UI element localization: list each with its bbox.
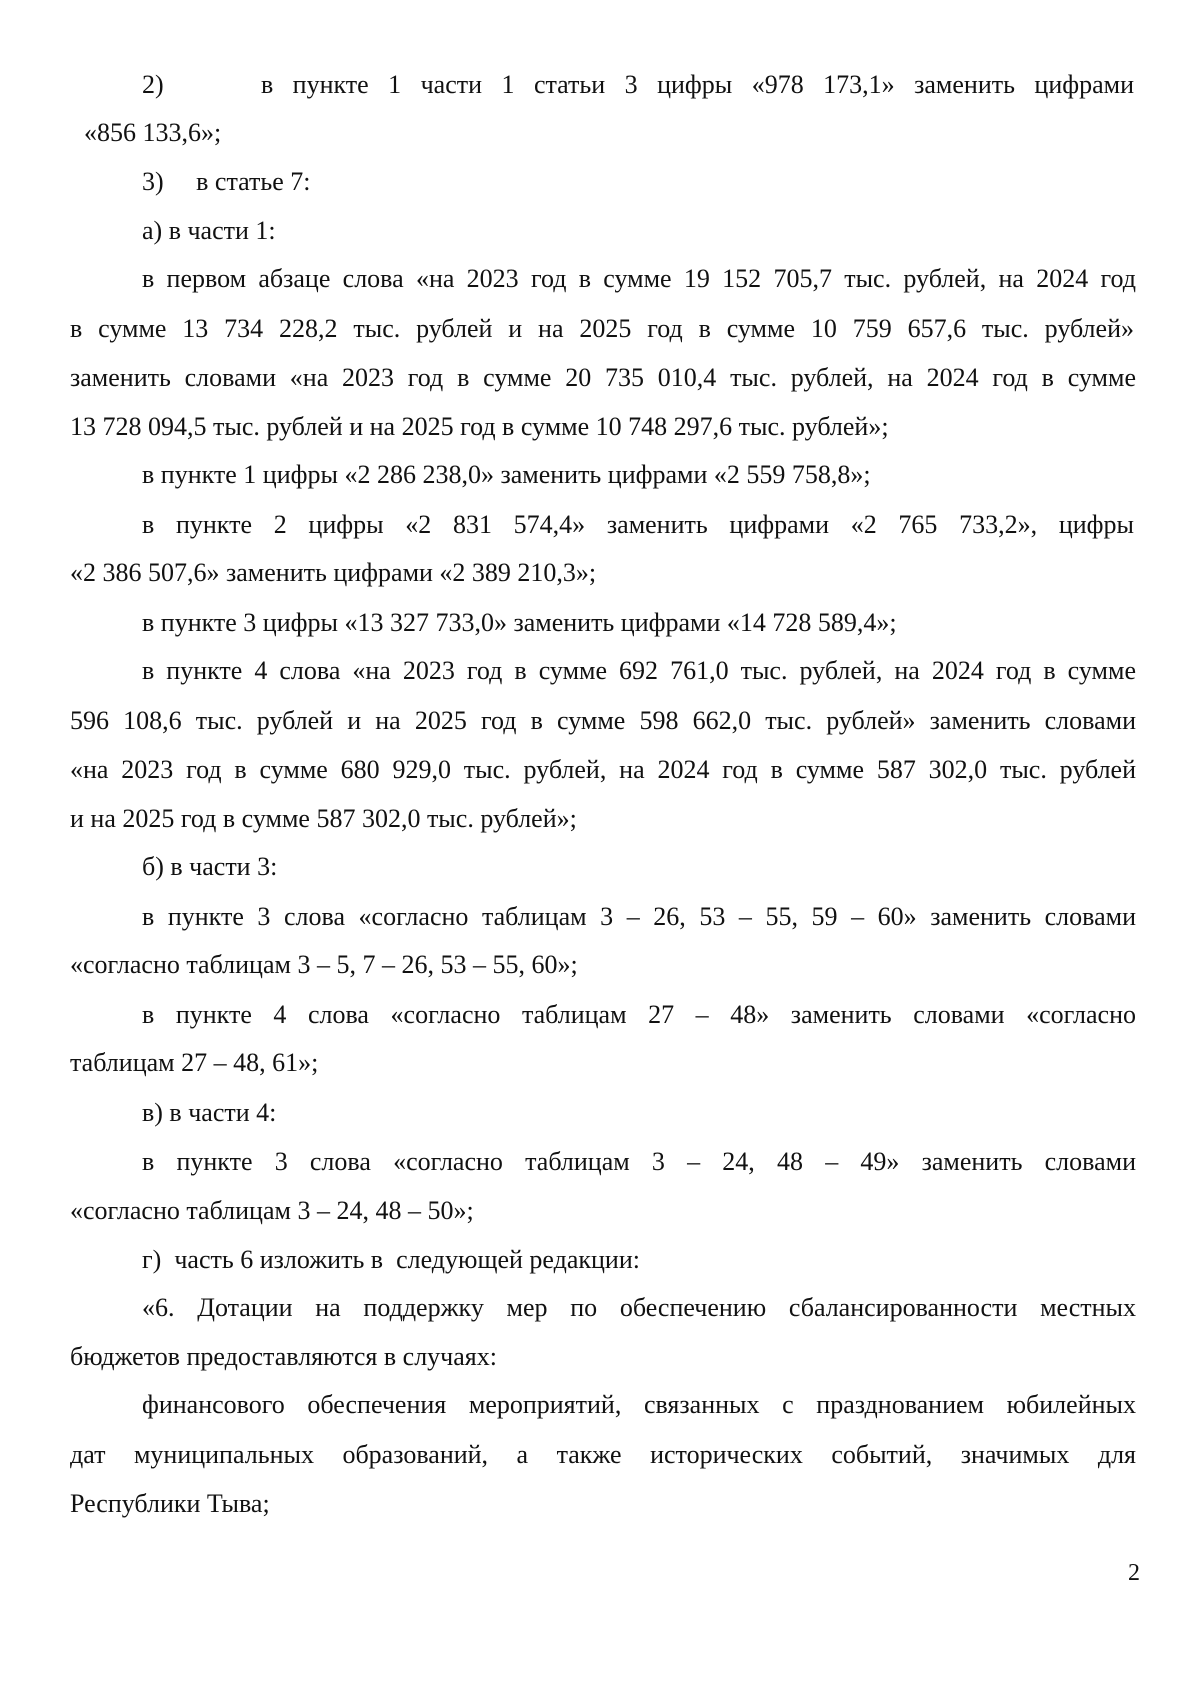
- page-number: 2: [1128, 1560, 1140, 1586]
- text-line: в пункте 3 слова «согласно таблицам 3 – 26, 53 – 55, 59 – 60» заменить словами: [142, 902, 1136, 931]
- text-line: в пункте 3 цифры «13 327 733,0» заменить цифрами «14 728 589,4»;: [142, 608, 897, 637]
- text-line: «согласно таблицам 3 – 24, 48 – 50»;: [70, 1196, 474, 1225]
- text-line: а) в части 1:: [142, 216, 276, 245]
- text-line: г) часть 6 изложить в следующей редакции:: [142, 1245, 640, 1274]
- text-line: «согласно таблицам 3 – 5, 7 – 26, 53 – 55, 60»;: [70, 950, 578, 979]
- text-line: таблицам 27 – 48, 61»;: [70, 1048, 319, 1077]
- text-line: в пункте 1 цифры «2 286 238,0» заменить цифрами «2 559 758,8»;: [142, 460, 871, 489]
- text-line: 2) в пункте 1 части 1 статьи 3 цифры «978 173,1» заменить цифрами: [142, 70, 1134, 99]
- text-line: бюджетов предоставляются в случаях:: [70, 1342, 497, 1371]
- text-line: 3) в статье 7:: [142, 167, 311, 196]
- text-line: «2 386 507,6» заменить цифрами «2 389 210,3»;: [70, 558, 597, 587]
- text-line: «на 2023 год в сумме 680 929,0 тыс. рублей, на 2024 год в сумме 587 302,0 тыс. рублей: [70, 755, 1136, 784]
- text-line: финансового обеспечения мероприятий, связанных с празднованием юбилейных: [142, 1390, 1136, 1419]
- text-line: в пункте 3 слова «согласно таблицам 3 – 24, 48 – 49» заменить словами: [142, 1147, 1136, 1176]
- text-line: 596 108,6 тыс. рублей и на 2025 год в сумме 598 662,0 тыс. рублей» заменить словами: [70, 706, 1136, 735]
- text-line: в) в части 4:: [142, 1098, 277, 1127]
- text-line: «6. Дотации на поддержку мер по обеспечению сбалансированности местных: [142, 1293, 1136, 1322]
- text-line: и на 2025 год в сумме 587 302,0 тыс. рублей»;: [70, 804, 577, 833]
- text-line: дат муниципальных образований, а также исторических событий, значимых для: [70, 1440, 1136, 1469]
- text-line: Республики Тыва;: [70, 1489, 270, 1518]
- text-line: в пункте 4 слова «согласно таблицам 27 – 48» заменить словами «согласно: [142, 1000, 1136, 1029]
- text-line: заменить словами «на 2023 год в сумме 20 735 010,4 тыс. рублей, на 2024 год в сумме: [70, 363, 1136, 392]
- text-line: «856 133,6»;: [84, 118, 222, 147]
- text-line: 13 728 094,5 тыс. рублей и на 2025 год в сумме 10 748 297,6 тыс. рублей»;: [70, 412, 889, 441]
- text-line: в пункте 2 цифры «2 831 574,4» заменить цифрами «2 765 733,2», цифры: [142, 510, 1134, 539]
- text-line: в сумме 13 734 228,2 тыс. рублей и на 2025 год в сумме 10 759 657,6 тыс. рублей»: [70, 314, 1134, 343]
- text-line: в первом абзаце слова «на 2023 год в сумме 19 152 705,7 тыс. рублей, на 2024 год: [142, 264, 1136, 293]
- text-line: б) в части 3:: [142, 852, 278, 881]
- text-line: в пункте 4 слова «на 2023 год в сумме 692 761,0 тыс. рублей, на 2024 год в сумме: [142, 656, 1136, 685]
